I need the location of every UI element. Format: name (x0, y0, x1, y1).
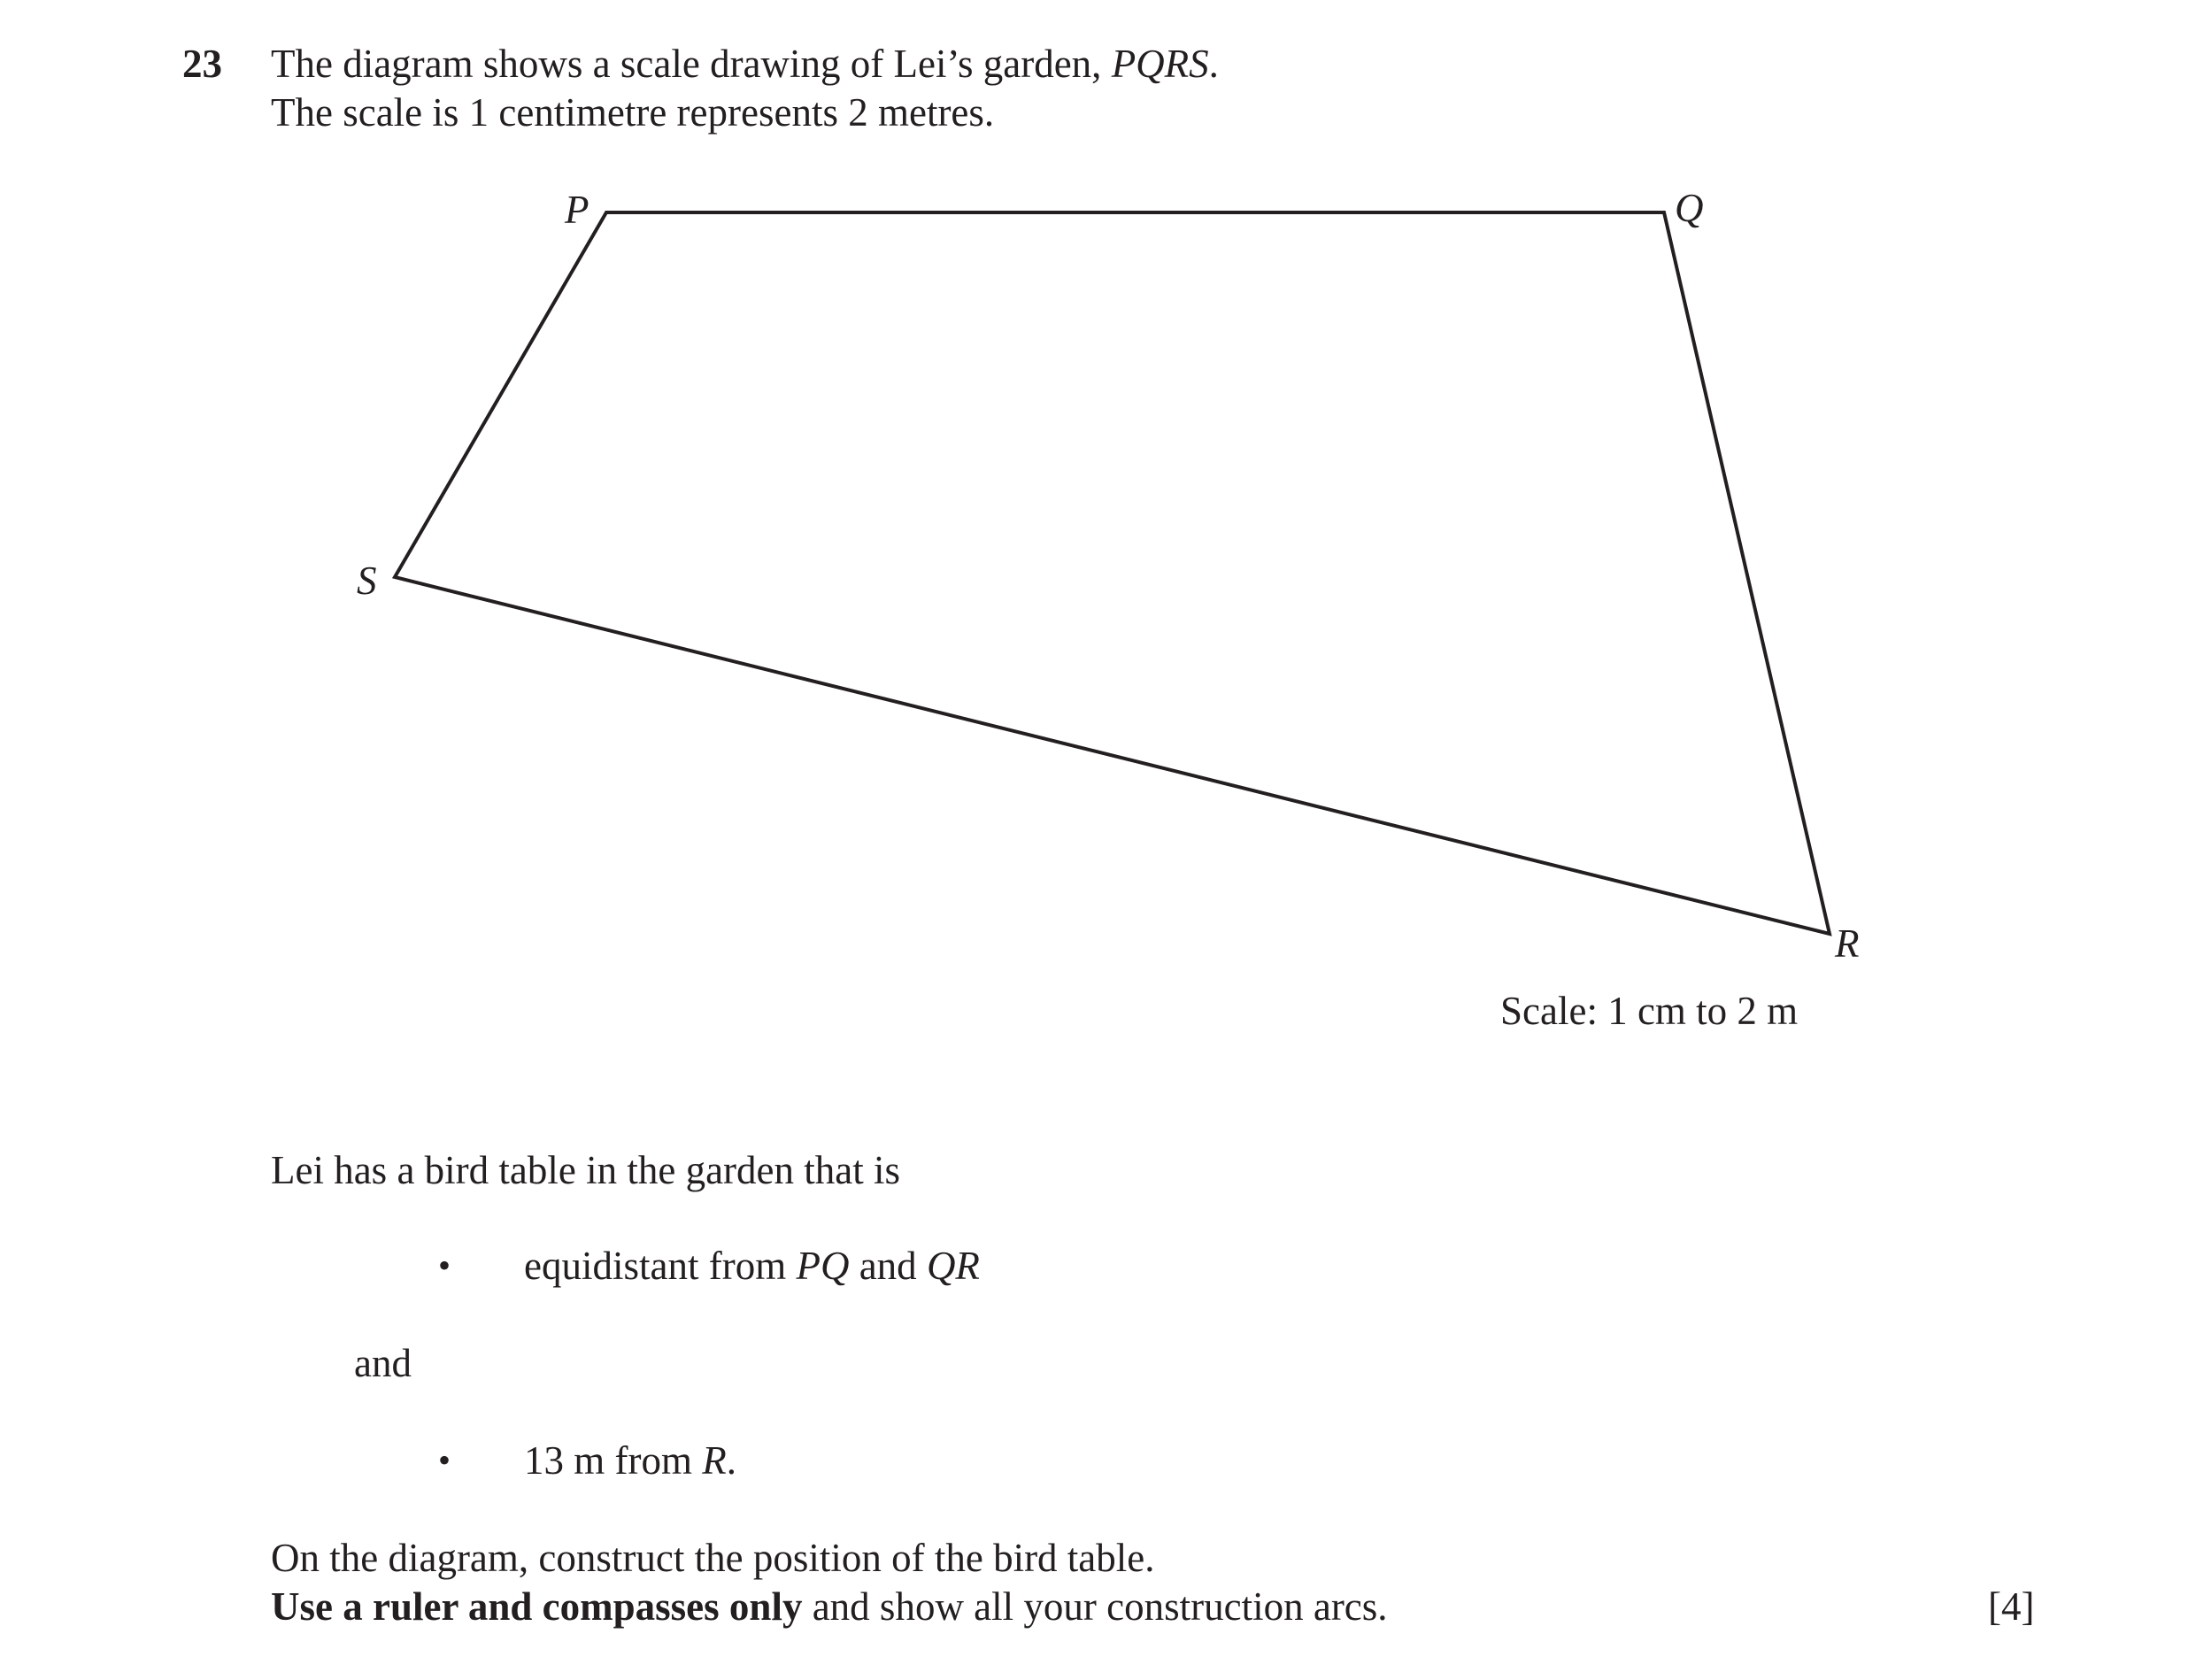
intro-line-1-text: The diagram shows a scale drawing of Lei’s garden, (271, 42, 1112, 86)
vertex-label-q: Q (1675, 186, 1704, 230)
question-number: 23 (182, 42, 222, 86)
conditions-joiner: and (354, 1341, 412, 1385)
instruction-emphasis: Use a ruler and compasses only (271, 1584, 803, 1629)
condition-2-text: 13 m from (524, 1438, 703, 1483)
instruction-line-2-text: and show all your construction arcs. (802, 1584, 1388, 1629)
vertex-label-s: S (357, 559, 377, 603)
intro-line-2: The scale is 1 centimetre represents 2 metres. (271, 90, 995, 135)
condition-2-period: . (726, 1438, 736, 1483)
condition-1-text: equidistant from (524, 1244, 797, 1288)
marks-badge: [4] (1988, 1584, 2035, 1629)
condition-2 (524, 1437, 736, 1484)
vertex-label-r: R (1835, 921, 1860, 966)
point-r: R (702, 1438, 727, 1483)
bullet-2: • (438, 1440, 451, 1480)
instruction-line-2 (271, 1583, 1388, 1630)
line-pq: PQ (796, 1244, 850, 1288)
line-qr: QR (926, 1244, 980, 1288)
bullet-1: • (438, 1245, 451, 1285)
garden-name: PQRS (1111, 42, 1209, 86)
condition-1 (524, 1242, 980, 1290)
garden-quadrilateral (395, 212, 1830, 934)
intro-line-1-period: . (1208, 42, 1219, 86)
scale-caption: Scale: 1 cm to 2 m (1500, 989, 1799, 1033)
condition-1-and: and (849, 1244, 927, 1288)
vertex-label-p: P (565, 188, 589, 232)
instruction-line-1: On the diagram, construct the position of the bird table. (271, 1536, 1155, 1580)
conditions-lead: Lei has a bird table in the garden that is (271, 1148, 901, 1192)
